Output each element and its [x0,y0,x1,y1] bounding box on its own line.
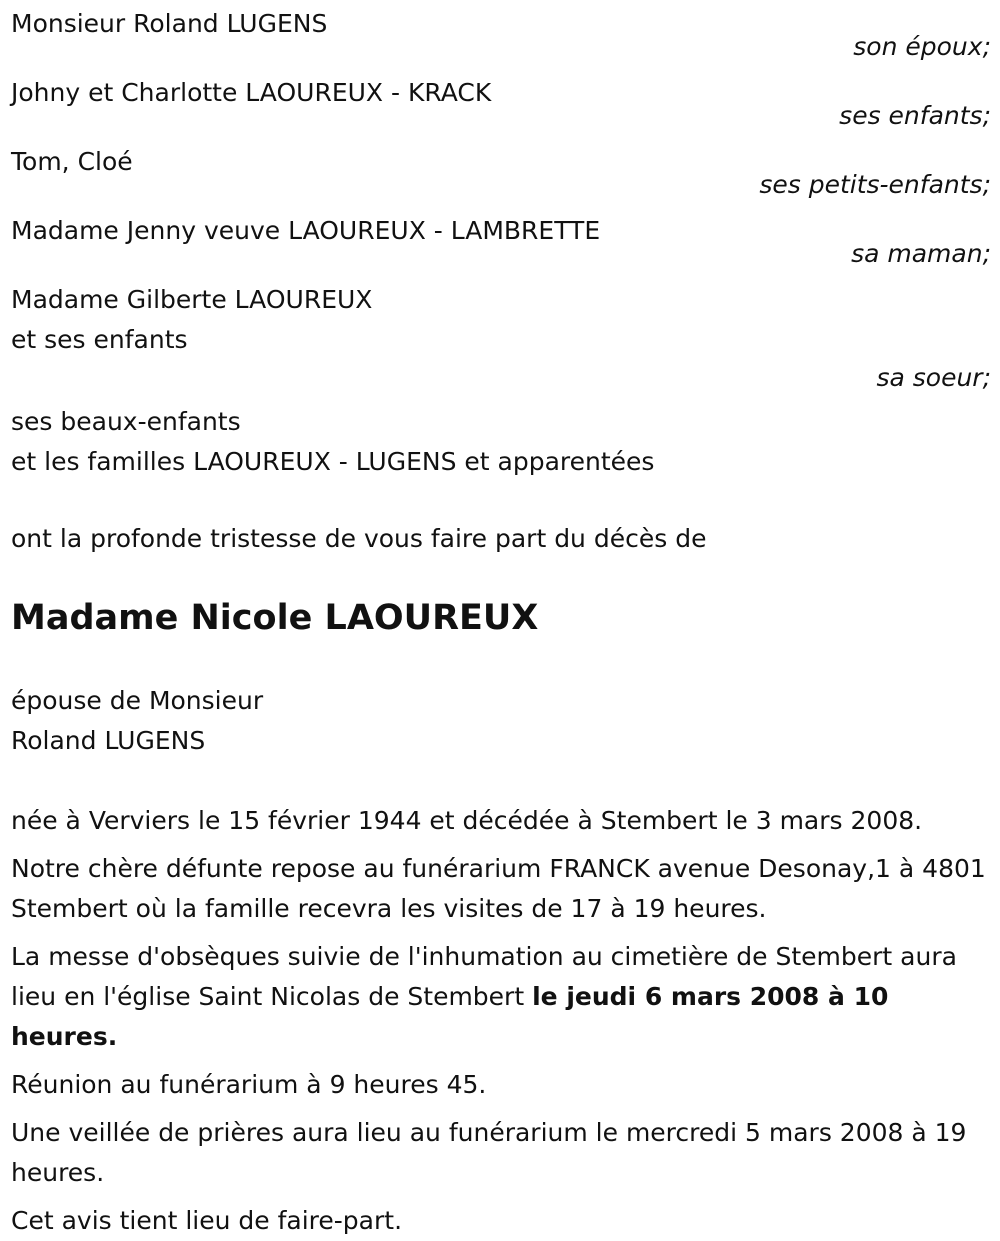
vigil-paragraph: Une veillée de prières aura lieu au funérarium le mercredi 5 mars 2008 à 19 heures. [11,1118,967,1187]
deceased-name: Madame Nicole LAOUREUX [11,598,539,638]
family-name: Madame Gilberte LAOUREUX [11,285,373,314]
birth-death-paragraph: née à Verviers le 15 février 1944 et décédée à Stembert le 3 mars 2008. [11,806,923,835]
family-entry [11,402,991,482]
notice-paragraph: Cet avis tient lieu de faire-part. [11,1206,403,1235]
family-relation: sa soeur; [876,363,991,392]
mass-paragraph [11,937,991,1057]
family-entry [11,211,991,274]
family-name: ses beaux-enfants [11,407,241,436]
family-relation: son époux; [853,32,991,61]
spouse-line-1: épouse de Monsieur [11,686,264,715]
meeting-paragraph: Réunion au funérarium à 9 heures 45. [11,1070,487,1099]
announcement-text: ont la profonde tristesse de vous faire part du décès de [11,524,707,553]
spouse-info [11,681,991,761]
spouse-line-2: Roland LUGENS [11,726,206,755]
family-entry [11,4,991,67]
family-name: Madame Jenny veuve LAOUREUX - LAMBRETTE [11,216,601,245]
obituary-notice [11,4,991,1241]
family-name-continued: et ses enfants [11,325,188,354]
mass-date: le jeudi 6 mars 2008 à 10 heures. [11,982,889,1051]
family-name: Tom, Cloé [11,147,133,176]
details-block [11,801,991,1241]
family-entry [11,142,991,205]
family-entry [11,280,991,398]
family-name-continued: et les familles LAOUREUX - LUGENS et apparentées [11,447,655,476]
family-relation: ses enfants; [839,101,991,130]
family-relation: sa maman; [851,239,991,268]
family-name: Monsieur Roland LUGENS [11,9,328,38]
family-relation: ses petits-enfants; [759,170,991,199]
family-name: Johny et Charlotte LAOUREUX - KRACK [11,78,492,107]
mass-text: La messe d'obsèques suivie de l'inhumation au cimetière de Stembert aura lieu en l'église Saint Nicolas de Stembert [11,942,957,1011]
rest-paragraph: Notre chère défunte repose au funérarium FRANCK avenue Desonay,1 à 4801 Stembert où la famille recevra les visites de 17 à 19 heures. [11,854,986,923]
family-entry [11,73,991,136]
